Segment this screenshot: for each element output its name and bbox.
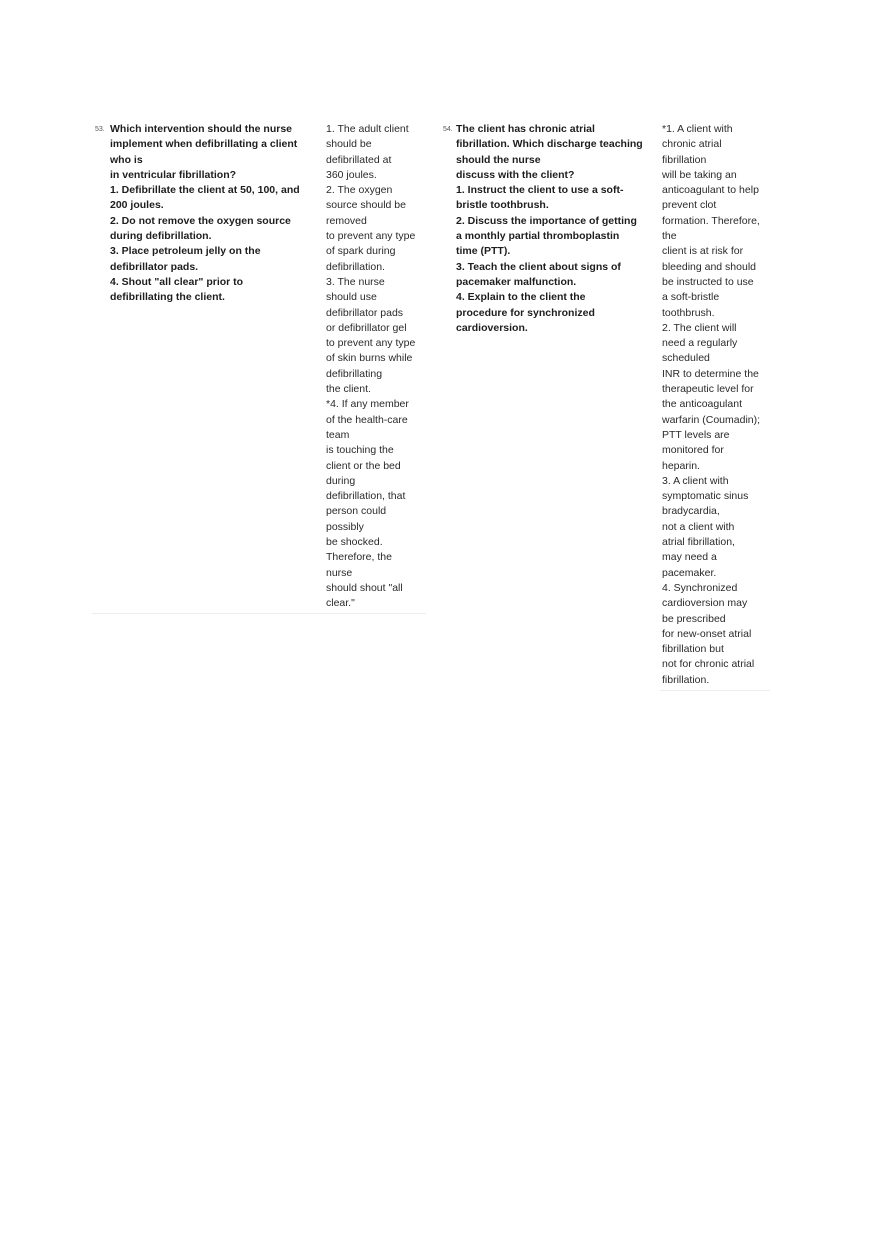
text-line: should shout "all bbox=[326, 581, 403, 594]
text-line: of the health-care bbox=[326, 413, 408, 426]
question-number: 53. bbox=[95, 126, 105, 133]
text-line: possibly bbox=[326, 520, 364, 533]
text-line: who is bbox=[110, 153, 143, 166]
text-line: fibrillation bbox=[662, 153, 707, 166]
text-line: person could bbox=[326, 505, 387, 518]
text-line: bradycardia, bbox=[662, 505, 720, 518]
text-line: clear." bbox=[326, 597, 355, 610]
text-line: 200 joules. bbox=[110, 199, 164, 212]
text-line: 3. Place petroleum jelly on the bbox=[110, 245, 261, 258]
question-text bbox=[456, 122, 656, 336]
text-line: 360 joules. bbox=[326, 168, 377, 181]
text-line: 2. Do not remove the oxygen source bbox=[110, 214, 291, 227]
text-line: fibrillation. Which discharge teaching bbox=[456, 138, 643, 151]
divider bbox=[92, 613, 426, 614]
text-line: 2. Discuss the importance of getting bbox=[456, 214, 637, 227]
text-line: 2. The oxygen bbox=[326, 184, 393, 197]
text-line: fibrillation but bbox=[662, 643, 724, 656]
text-line: to prevent any type bbox=[326, 337, 416, 350]
text-line: therapeutic level for bbox=[662, 383, 754, 396]
text-line: may need a bbox=[662, 551, 717, 564]
text-line: 1. Instruct the client to use a soft- bbox=[456, 184, 624, 197]
text-line: pacemaker. bbox=[662, 566, 717, 579]
text-line: be prescribed bbox=[662, 612, 726, 625]
text-line: not for chronic atrial bbox=[662, 658, 755, 671]
text-line: anticoagulant to help bbox=[662, 184, 759, 197]
text-line: fibrillation. bbox=[662, 673, 710, 686]
text-line: warfarin (Coumadin); bbox=[662, 413, 761, 426]
text-line: 1. The adult client bbox=[326, 123, 409, 135]
text-line: procedure for synchronized bbox=[456, 306, 595, 319]
text-line: atrial fibrillation, bbox=[662, 536, 735, 549]
text-line: 3. A client with bbox=[662, 474, 729, 487]
text-line: 4. Explain to the client the bbox=[456, 291, 586, 304]
text-line: to prevent any type bbox=[326, 230, 416, 243]
text-line: should the nurse bbox=[456, 153, 541, 166]
text-line: be instructed to use bbox=[662, 275, 754, 288]
text-line: 4. Synchronized bbox=[662, 581, 738, 594]
text-line: INR to determine the bbox=[662, 367, 759, 380]
text-line: Therefore, the bbox=[326, 551, 392, 564]
text-line: monitored for bbox=[662, 444, 724, 457]
text-line: formation. Therefore, bbox=[662, 214, 760, 227]
text-line: cardioversion. bbox=[456, 321, 528, 334]
text-line: bleeding and should bbox=[662, 260, 756, 273]
text-line: need a regularly bbox=[662, 337, 738, 350]
text-line: during bbox=[326, 474, 356, 487]
text-line: The client has chronic atrial bbox=[456, 123, 595, 135]
text-line: cardioversion may bbox=[662, 597, 748, 610]
text-line: discuss with the client? bbox=[456, 168, 575, 181]
text-line: bristle toothbrush. bbox=[456, 199, 549, 212]
text-line: prevent clot bbox=[662, 199, 717, 212]
text-line: should use bbox=[326, 291, 377, 304]
text-line: of spark during bbox=[326, 245, 396, 258]
text-line: the anticoagulant bbox=[662, 398, 742, 411]
text-line: for new-onset atrial bbox=[662, 627, 752, 640]
text-line: defibrillator pads bbox=[326, 306, 404, 319]
answer-rationale bbox=[326, 122, 426, 612]
text-line: chronic atrial bbox=[662, 138, 722, 151]
text-line: or defibrillator gel bbox=[326, 321, 407, 334]
text-line: 4. Shout "all clear" prior to bbox=[110, 275, 244, 288]
text-line: defibrillating the client. bbox=[110, 291, 225, 304]
text-line: of skin burns while bbox=[326, 352, 413, 365]
text-line: defibrillating bbox=[326, 367, 383, 380]
text-line: a monthly partial thromboplastin bbox=[456, 230, 620, 243]
text-line: 3. Teach the client about signs of bbox=[456, 260, 621, 273]
text-line: symptomatic sinus bbox=[662, 490, 749, 503]
text-line: source should be bbox=[326, 199, 406, 212]
text-line: client or the bed bbox=[326, 459, 401, 472]
text-line: the bbox=[662, 230, 677, 243]
text-line: nurse bbox=[326, 566, 353, 579]
text-line: toothbrush. bbox=[662, 306, 715, 319]
text-line: 1. Defibrillate the client at 50, 100, and bbox=[110, 184, 300, 197]
text-line: Which intervention should the nurse bbox=[110, 123, 293, 135]
text-line: *1. A client with bbox=[662, 123, 733, 135]
question-number: 54. bbox=[443, 126, 453, 133]
text-line: will be taking an bbox=[662, 168, 737, 181]
text-line: implement when defibrillating a client bbox=[110, 138, 298, 151]
text-line: pacemaker malfunction. bbox=[456, 275, 577, 288]
text-line: defibrillation. bbox=[326, 260, 385, 273]
text-line: team bbox=[326, 428, 350, 441]
text-line: a soft-bristle bbox=[662, 291, 720, 304]
text-line: removed bbox=[326, 214, 367, 227]
question-text bbox=[110, 122, 320, 306]
text-line: defibrillated at bbox=[326, 153, 392, 166]
text-line: not a client with bbox=[662, 520, 735, 533]
text-line: heparin. bbox=[662, 459, 700, 472]
text-line: should be bbox=[326, 138, 372, 151]
text-line: 2. The client will bbox=[662, 321, 737, 334]
answer-rationale bbox=[662, 122, 772, 688]
text-line: in ventricular fibrillation? bbox=[110, 168, 237, 181]
text-line: is touching the bbox=[326, 444, 394, 457]
text-line: PTT levels are bbox=[662, 428, 730, 441]
text-line: during defibrillation. bbox=[110, 230, 212, 243]
text-line: time (PTT). bbox=[456, 245, 511, 258]
text-line: 3. The nurse bbox=[326, 275, 385, 288]
text-line: scheduled bbox=[662, 352, 710, 365]
text-line: be shocked. bbox=[326, 536, 383, 549]
text-line: *4. If any member bbox=[326, 398, 409, 411]
text-line: defibrillation, that bbox=[326, 490, 406, 503]
text-line: client is at risk for bbox=[662, 245, 744, 258]
text-line: the client. bbox=[326, 383, 371, 396]
text-line: defibrillator pads. bbox=[110, 260, 199, 273]
divider bbox=[660, 690, 770, 691]
